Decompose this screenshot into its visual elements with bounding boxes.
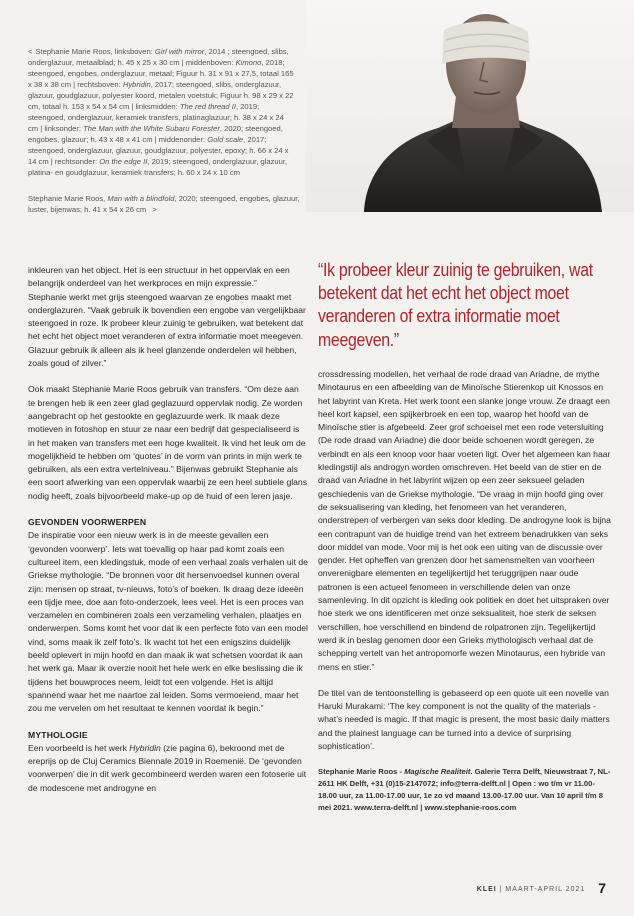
photo-caption	[28, 193, 310, 215]
paragraph: De titel van de tentoonstelling is gebaseerd op een quote uit een novelle van Haruki Murakami: ‘The key component is not the quality of the materials - what’s needed is magic. If that magic is present, the most basic daily matters and the plainest language can be turned into a device of surprising sophistication’.	[318, 687, 610, 752]
section-heading: MYTHOLOGIE	[28, 729, 88, 740]
caption-text: Stephanie Marie Roos, linksboven: Girl with mirror, 2014 ; steengoed, slibs, onderglazuur, metaalblad; h. 45 x 25 x 30 cm | middenboven: Kimono, 2018; steengoed, engobes, onderglazuur, metaal; Figuur h. 31 x 91 x 27,5, totaal 165 x 38 x 38 cm | rechtsboven: Hybridin, 2017; steengoed, slibs, onderglazuur, glazuur, goudglazuur, polyester koord, metalen voetstuk; Figuur h. 98 x 29 x 22 cm, totaal h. 153 x 54 x 54 cm | linksmidden: The red thread II, 2019; steengoed, onderglazuur, keramiek transfers, platinaglazuur; h. 38 x 24 x 24 cm | linksonder: The Man with the White Subaru Forester, 2020; steengoed, engobes, glazuur; h. 43 x 48 x 41 cm | middenonder: Gold scale, 2017; steengoed, onderglazuur, glazuur, goudglazuur, polyester, epoxy; h. 66 x 24 x 14 cm | rechtsonder: On the edge II, 2019; steengoed, onderglazuur, glazuur, platina- en goudglazuur, keramiek transfers; h. 60 x 24 x 10 cm	[28, 47, 294, 177]
pullquote-container	[318, 258, 610, 351]
previous-arrow-icon: <	[28, 47, 33, 56]
photo-credits-caption	[28, 46, 294, 178]
paragraph: Een voorbeeld is het werk Hybridin (zie pagina 6), bekroond met de ereprijs op de Cluj Ceramics Biennale 2019 in Roemenië. De ‘gevonden voorwerpen’ die in dit werk gecombineerd werden waren een fotoserie uit de modescene met androgyne en	[28, 742, 307, 793]
article-right-column	[318, 368, 612, 814]
paragraph: Ook maakt Stephanie Marie Roos gebruik van transfers. “Om deze aan te brengen heb ik een zeer glad geglazuurd oppervlak nodig. Ze worden aangebracht op het gestookte en geglazuurde werk. Ik maak deze motieven in fotoshop en stuur ze naar een bedrijf dat gespecialiseerd is in het maken van transfers met een hoge kwaliteit. Ik vind het leuk om de mogelijkheid te hebben om ‘quotes’ in de vorm van prints in mijn werk te gebruiken, als een extra vertelniveau.” Bijenwas gebruikt Stephanie als een soort afwerking van een oppervlak waarbij ze een heel subtiele glans nodig heeft, zoals bijvoorbeeld make-up op de huid of een leren jasje.	[28, 384, 307, 501]
caption-text: Stephanie Marie Roos, Man with a blindfold, 2020; steengoed, engobes, glazuur, luster, bijenwas; h. 41 x 54 x 26 cm	[28, 194, 300, 214]
magazine-name: KLEI	[476, 886, 497, 893]
paragraph: inkleuren van het object. Het is een structuur in het oppervlak en een belangrijk onderdeel van het werkproces en mijn expressie.”	[28, 265, 290, 289]
issue-date: | MAART-APRIL 2021	[499, 886, 586, 893]
page-number: 7	[598, 880, 606, 896]
paragraph: Stephanie werkt met grijs steengoed waarvan ze engobes maakt met onderglazuren. “Vaak gebruik ik bovendien een engobe van vergelijkbaar steengoed in roze. Ik probeer kleur zuinig te gebruiken, wat betekent dat het echt het object moet veranderen of extra informatie moet meegeven. Glazuur gebruik ik alleen als ik heel glanzende onderdelen wil hebben, zoals goud of zilver.”	[28, 291, 306, 369]
paragraph: crossdressing modellen, het verhaal de rode draad van Ariadne, de mythe Minotaurus en een afbeelding van de Minoïsche Stierenkop uit Knossos en het labyrint van Kreta. Het werk toont een slanke jonge vrouw. Ze draagt een heel kort kapsel, een spijkerbroek en een top, waarop het hoofd van de Minoïsche stier is afgebeeld. Zeer grof schoeisel met een rode vetersluiting (De rode draad van Ariadne) die door beide schoenen wordt geregen, ze verbindt en als een knoop voor haar voeten ligt. Over het algemeen kan haar kledingstijl als androgyn worden omschreven. Het beeld van de stier en de draad van Ariadne in het labyrint wijzen op een zeer seksueel geladen geschiedenis van de Griekse mythologie. “De vraag in mijn hoofd ging over de seksualisering van kleding, het fenomeen van het veranderen, onderstrepen of verbergen van seks door kleding. De androgyne look is bijna een contrapunt van de huidige trend van het extreem benadrukken van seks door middel van mode. Voor mij is het ook een uiting van de discussie over gender. Het opheffen van grenzen door het samensmelten van voorheen onverenigbare elementen en tegelijkertijd het teruggrijpen naar oude patronen is een actueel fenomeen in verschillende delen van onze samenleving. In dit opzicht is kleding ook politiek en doet het uitspraken over hoe sterk we ons identificeren met onze seksualiteit, hoe sterk de seksen verschillen, hoe verschillend en bindend de rolpatronen zijn. Tegelijkertijd werd ik in beslag genomen door een Grieks mythologisch verhaal dat de schepping vertelt van het antropomorfe wezen Minotaurus, een hybride van mens en stier.”	[318, 369, 611, 672]
paragraph: De inspiratie voor een nieuw werk is in de meeste gevallen een ‘gevonden voorwerp’. Iets wat toevallig op haar pad komt zoals een cultureel item, een kledingstuk, mode of een verhaal zoals verhalen uit de Griekse mythologie. “De bronnen voor dit hersenvoedsel kunnen overal zijn: mensen op straat, tv-nieuws, foto’s of boeken. Ik draag deze ideeën een tijdje mee, doe aan foto-onderzoek, lees veel. Het is een proces van verzamelen en combineren zoals een verzameling verhalen, plaatjes en onderwerpen. Soms komt het voor dat ik een perfecte foto van een model vind, soms maak ik zelf foto’s. Ik wacht tot het een enigszins duidelijk beeld oplevert in mijn hoofd en dan maak ik wat schetsen voordat ik aan het werk ga. Maar ik overzie nooit het hele werk en elke beslissing die ik tijdens het bouwproces neem, leidt tot een volgende. Het is altijd spannend waar het me naartoe zal leiden. Soms vermoeiend, maar het zou me vervelen om het resultaat te kennen voordat ik begin.”	[28, 530, 308, 714]
section-heading: GEVONDEN VOORWERPEN	[28, 517, 147, 528]
next-arrow-icon: >	[152, 205, 157, 214]
pullquote: “Ik probeer kleur zuinig te gebruiken, wat betekent dat het echt het object moet veranderen of extra informatie moet meegeven.”	[318, 259, 593, 350]
page-footer	[477, 880, 606, 896]
article-left-column	[28, 264, 308, 808]
sculpture-photo	[306, 0, 634, 212]
exhibition-info: Stephanie Marie Roos - Magische Realiteit. Galerie Terra Delft, Nieuwstraat 7, NL-2611 HK Delft, +31 (0)15-2147072; info@terra-delft.nl | Open : wo t/m vr 11.00-18.00 uur, za 11.00-17.00 uur, 1e zo vd maand 13.00-17.00 uur. Van 10 april t/m 8 mei 2021. www.terra-delft.nl | www.stephanie-roos.com	[318, 767, 611, 813]
